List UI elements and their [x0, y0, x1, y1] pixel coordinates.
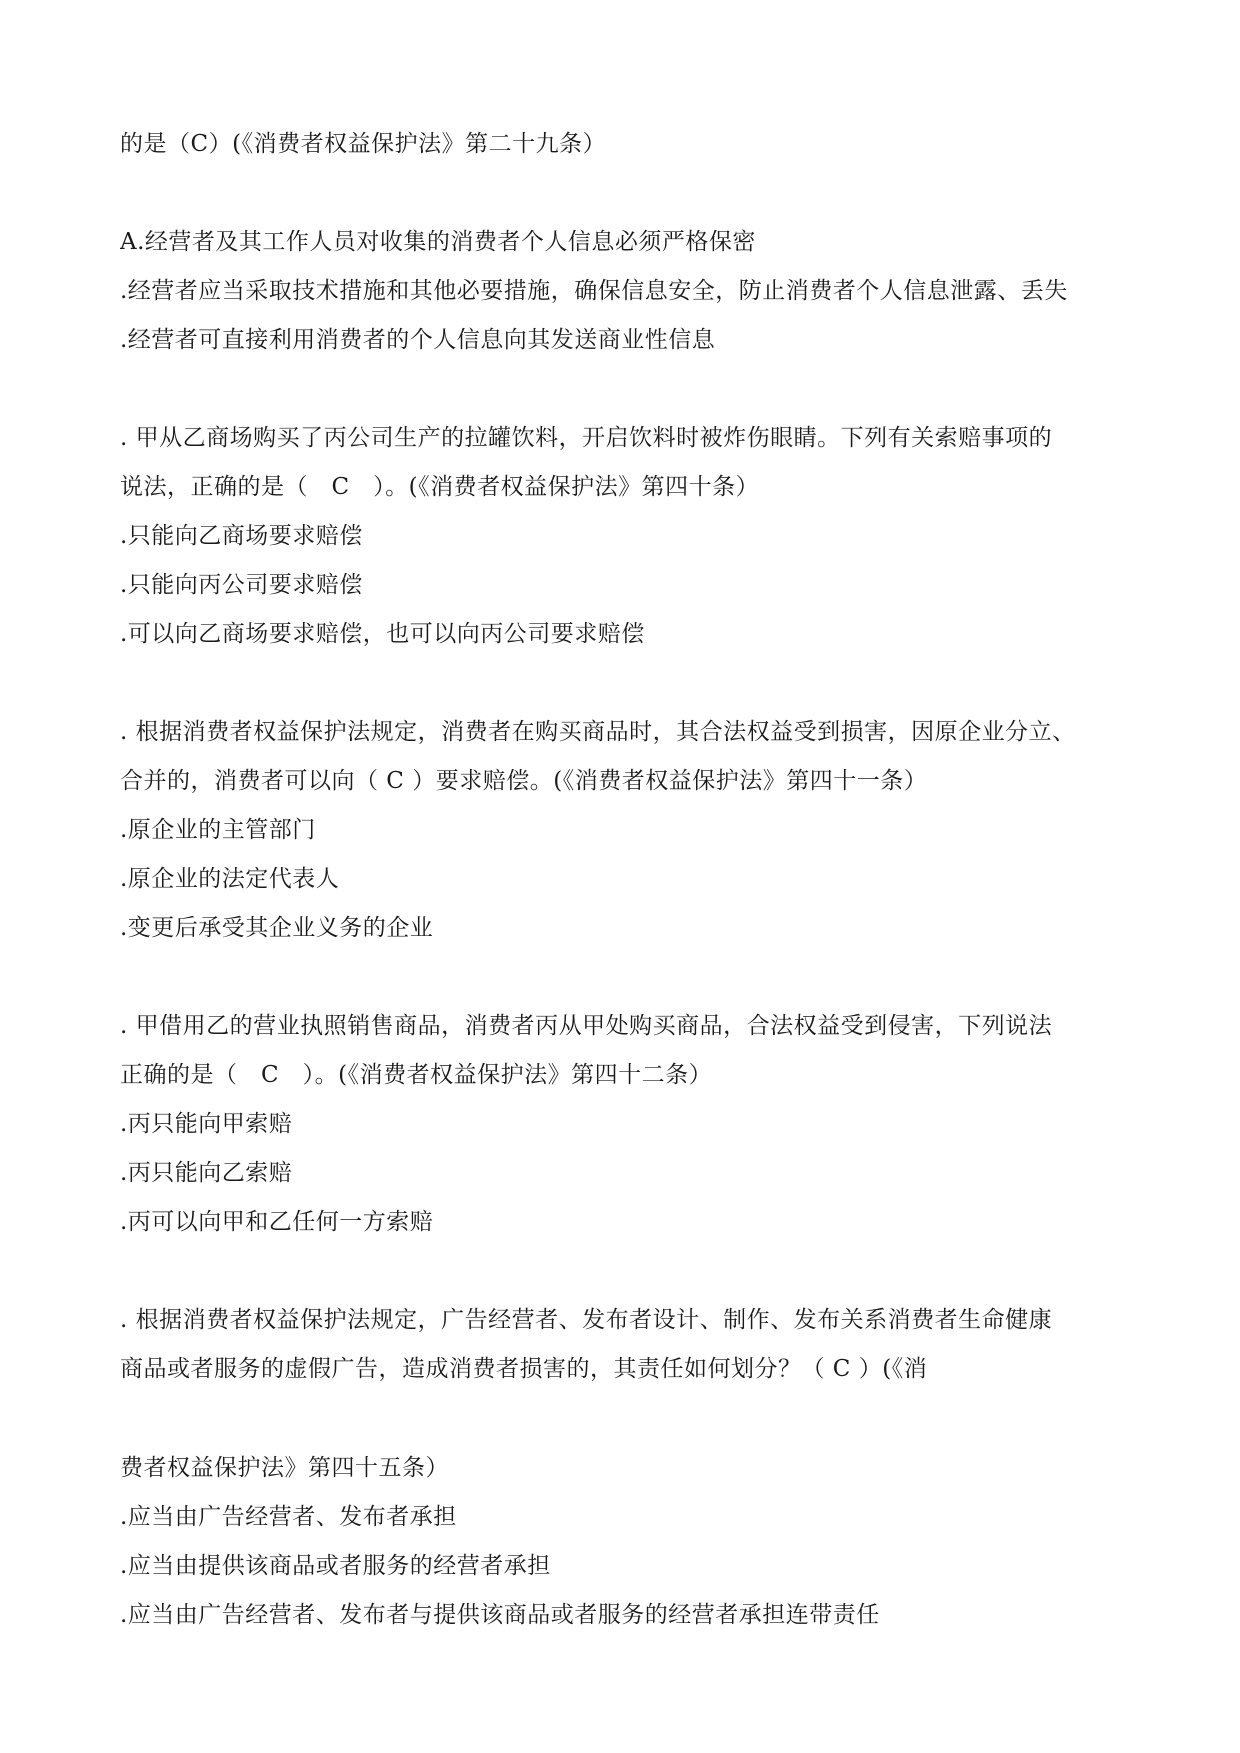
- option-b: .只能向丙公司要求赔偿: [120, 572, 363, 598]
- question-continuation: 的是（C）(《消费者权益保护法》第二十九条）: [120, 131, 607, 157]
- question-text: 说法，正确的是（ C ）。(《消费者权益保护法》第四十条）: [120, 474, 760, 500]
- option-c: .应当由广告经营者、发布者与提供该商品或者服务的经营者承担连带责任: [120, 1602, 880, 1628]
- option-a: .丙只能向甲索赔: [120, 1111, 293, 1137]
- option-c: .丙可以向甲和乙任何一方索赔: [120, 1209, 434, 1235]
- question-text: . 根据消费者权益保护法规定，消费者在购买商品时，其合法权益受到损害，因原企业分立、: [120, 719, 1076, 745]
- option-b: .应当由提供该商品或者服务的经营者承担: [120, 1553, 551, 1579]
- option-a: .应当由广告经营者、发布者承担: [120, 1504, 457, 1530]
- option-c: .可以向乙商场要求赔偿，也可以向丙公司要求赔偿: [120, 621, 645, 647]
- question-text: . 甲借用乙的营业执照销售商品，消费者丙从甲处购买商品，合法权益受到侵害，下列说法: [120, 1013, 1053, 1039]
- option-a: .只能向乙商场要求赔偿: [120, 523, 363, 549]
- question-text: . 甲从乙商场购买了丙公司生产的拉罐饮料，开启饮料时被炸伤眼睛。下列有关索赔事项的: [120, 425, 1053, 451]
- question-text: 商品或者服务的虚假广告，造成消费者损害的，其责任如何划分？（ C ）(《消: [120, 1356, 928, 1382]
- question-text: 正确的是（ C ）。(《消费者权益保护法》第四十二条）: [120, 1062, 713, 1088]
- option-b: .丙只能向乙索赔: [120, 1160, 293, 1186]
- question-text: . 根据消费者权益保护法规定，广告经营者、发布者设计、制作、发布关系消费者生命健康: [120, 1307, 1053, 1333]
- option-b: .原企业的法定代表人: [120, 866, 340, 892]
- option-c: .经营者可直接利用消费者的个人信息向其发送商业性信息: [120, 327, 716, 353]
- question-text: 合并的，消费者可以向（ C ）要求赔偿。(《消费者权益保护法》第四十一条）: [120, 768, 928, 794]
- question-text: 费者权益保护法》第四十五条）: [120, 1455, 449, 1481]
- option-b: .经营者应当采取技术措施和其他必要措施，确保信息安全，防止消费者个人信息泄露、丢失: [120, 278, 1068, 304]
- option-c: .变更后承受其企业义务的企业: [120, 915, 434, 941]
- option-a: .原企业的主管部门: [120, 817, 316, 843]
- document-page: [120, 120, 1130, 1640]
- option-a: A.经营者及其工作人员对收集的消费者个人信息必须严格保密: [120, 229, 756, 255]
